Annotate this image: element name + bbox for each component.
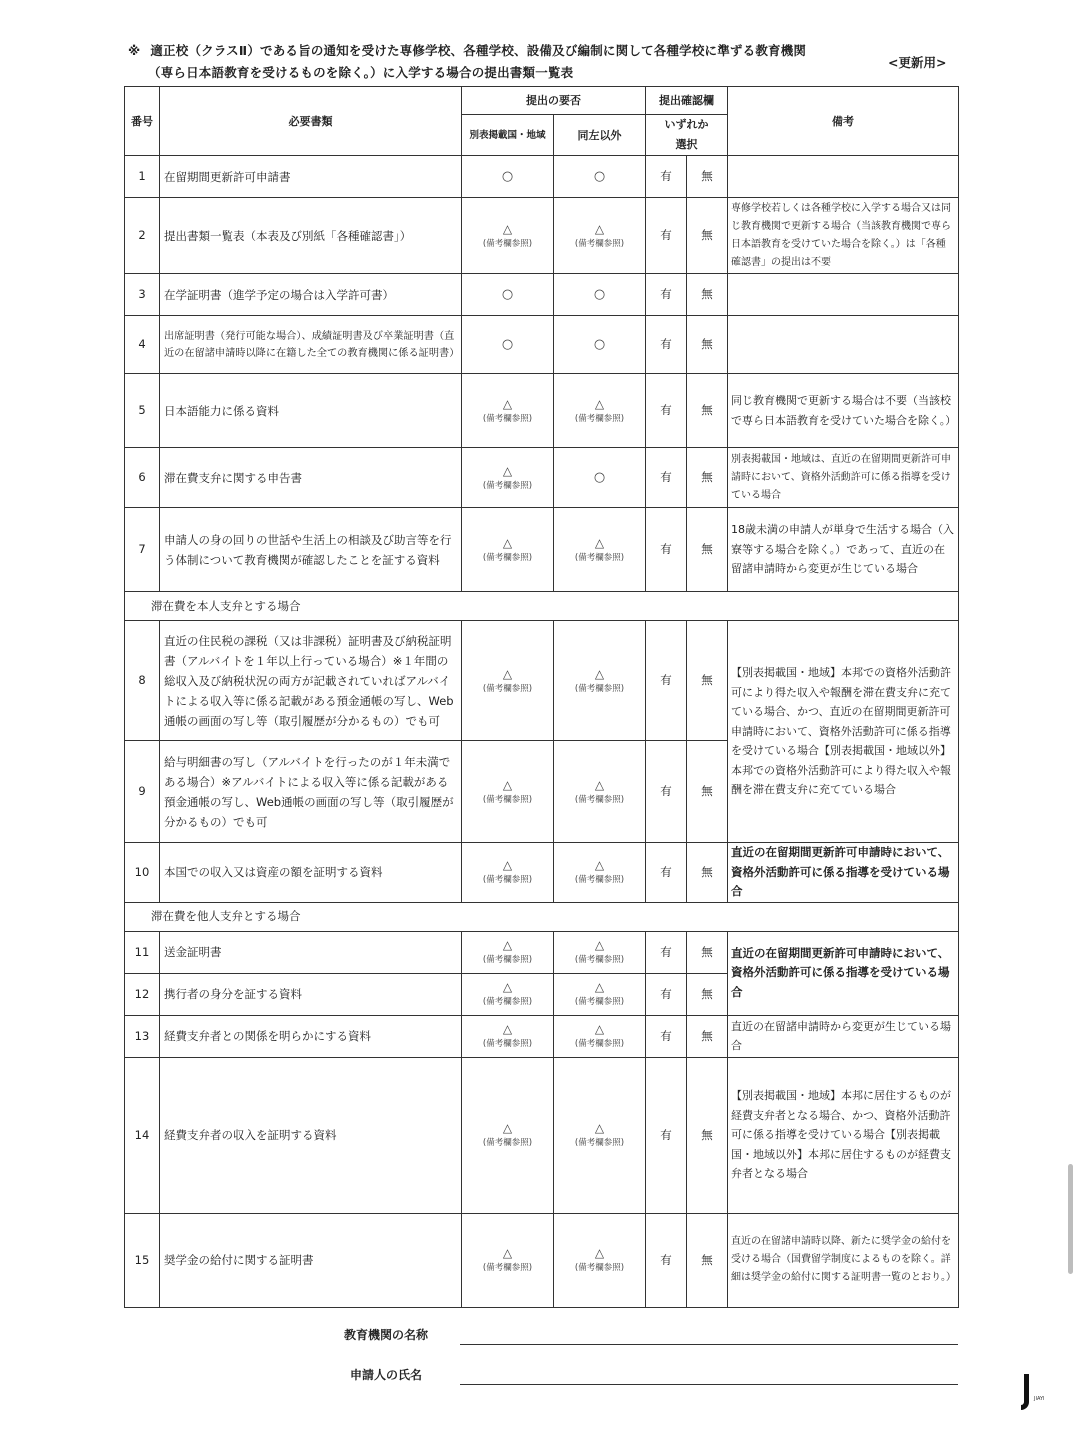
- yes-option[interactable]: 有: [646, 508, 687, 592]
- no-option[interactable]: 無: [687, 374, 728, 448]
- triangle-mark: △: [502, 666, 513, 681]
- row-number: 13: [125, 1015, 160, 1057]
- yes-option[interactable]: 有: [646, 274, 687, 316]
- institution-name-label: 教育機関の名称: [344, 1328, 429, 1342]
- col-header-other: 同左以外: [554, 115, 646, 156]
- requirement-cell: [554, 508, 646, 592]
- see-remarks-note: (備考欄参照): [574, 683, 625, 694]
- document-name: 日本語能力に係る資料: [160, 374, 462, 448]
- remark-cell: 直近の在留諸申請時から変更が生じている場合: [728, 1015, 959, 1057]
- triangle-mark: △: [594, 1246, 605, 1260]
- requirement-cell: [554, 1015, 646, 1057]
- remark-cell: 直近の在留期間更新許可申請時において、資格外活動許可に係る指導を受けている場合: [728, 843, 959, 903]
- document-name: 携行者の身分を証する資料: [160, 973, 462, 1015]
- col-header-remarks: 備考: [728, 87, 959, 156]
- triangle-mark: △: [594, 396, 605, 411]
- no-option[interactable]: 無: [687, 448, 728, 508]
- triangle-mark: △: [502, 938, 513, 952]
- document-list-table: [124, 86, 959, 1308]
- document-name: 提出書類一覧表（本表及び別紙「各種確認書」）: [160, 198, 462, 274]
- applicant-name-field[interactable]: [460, 1384, 958, 1385]
- triangle-mark: △: [502, 777, 513, 792]
- row-number: 5: [125, 374, 160, 448]
- yes-option[interactable]: 有: [646, 843, 687, 903]
- triangle-mark: △: [502, 980, 513, 994]
- see-remarks-note: (備考欄参照): [482, 1039, 533, 1049]
- remark-cell: 別表掲載国・地域は、直近の在留期間更新許可申請時において、資格外活動許可に係る指導を受けている場合: [728, 448, 959, 508]
- requirement-cell: [554, 374, 646, 448]
- triangle-mark: △: [594, 980, 605, 994]
- see-remarks-note: (備考欄参照): [482, 794, 533, 805]
- brand-logo: [1016, 1374, 1045, 1414]
- see-remarks-note: (備考欄参照): [482, 997, 533, 1007]
- no-option[interactable]: 無: [687, 198, 728, 274]
- circle-mark: ○: [593, 470, 606, 485]
- remark-cell: [728, 274, 959, 316]
- triangle-mark: △: [502, 463, 513, 478]
- table-row: [125, 1057, 959, 1213]
- requirement-cell: [554, 741, 646, 843]
- circle-mark: ○: [501, 287, 514, 302]
- section-label: 滞在費を他人支弁とする場合: [125, 902, 959, 931]
- logo-text: JIAYI: [1034, 1396, 1045, 1402]
- requirement-cell: [462, 374, 554, 448]
- see-remarks-note: (備考欄参照): [482, 875, 533, 886]
- remark-cell: 直近の在留期間更新許可申請時において、資格外活動許可に係る指導を受けている場合: [728, 931, 959, 1015]
- remark-cell: [728, 316, 959, 374]
- remark-cell: 直近の在留諸申請時以降、新たに奨学金の給付を受ける場合（国費留学制度によるものを除く。詳細は奨学金の給付に関する証明書一覧のとおり。）: [728, 1213, 959, 1307]
- document-name: 直近の住民税の課税（又は非課税）証明書及び納税証明書（アルバイトを１年以上行っている場合）※１年間の総収入及び納税状況の両方が記載されていればアルバイトによる収入等に係る記載がある預金通帳の写し、Web通帳の画面の写し等（取引履歴が分かるもの）でも可: [160, 621, 462, 741]
- document-title: [128, 40, 806, 84]
- requirement-cell: [554, 973, 646, 1015]
- document-name: 奨学金の給付に関する証明書: [160, 1213, 462, 1307]
- no-option[interactable]: 無: [687, 843, 728, 903]
- requirement-cell: [462, 621, 554, 741]
- no-option[interactable]: 無: [687, 316, 728, 374]
- requirement-cell: [554, 931, 646, 973]
- yes-option[interactable]: 有: [646, 931, 687, 973]
- yes-option[interactable]: 有: [646, 316, 687, 374]
- document-name: 在学証明書（進学予定の場合は入学許可書）: [160, 274, 462, 316]
- table-row: [125, 621, 959, 741]
- requirement-cell: [462, 448, 554, 508]
- document-name: 申請人の身の回りの世話や生活上の相談及び助言等を行う体制について教育機関が確認したことを証する資料: [160, 508, 462, 592]
- requirement-cell: [462, 1213, 554, 1307]
- circle-mark: ○: [593, 337, 606, 352]
- row-number: 2: [125, 198, 160, 274]
- remark-cell: 同じ教育機関で更新する場合は不要（当該校で専ら日本語教育を受けていた場合を除く。）: [728, 374, 959, 448]
- circle-mark: ○: [593, 287, 606, 302]
- document-name: 経費支弁者の収入を証明する資料: [160, 1057, 462, 1213]
- section-row-self-pay: [125, 592, 959, 621]
- triangle-mark: △: [594, 535, 605, 550]
- table-row: [125, 1015, 959, 1057]
- triangle-mark: △: [594, 938, 605, 952]
- row-number: 10: [125, 843, 160, 903]
- row-number: 11: [125, 931, 160, 973]
- col-header-listed: 別表掲載国・地域: [462, 115, 554, 156]
- document-name: 給与明細書の写し（アルバイトを行ったのが１年未満である場合）※アルバイトによる収入等に係る記載がある預金通帳の写し、Web通帳の画面の写し等（取引履歴が分かるもの）でも可: [160, 741, 462, 843]
- yes-option[interactable]: 有: [646, 156, 687, 198]
- triangle-mark: △: [502, 396, 513, 411]
- requirement-cell: [462, 973, 554, 1015]
- document-name: 出席証明書（発行可能な場合）、成績証明書及び卒業証明書（直近の在留諸申請時以降に在籍した全ての教育機関に係る証明書）: [160, 316, 462, 374]
- applicant-name-label: 申請人の氏名: [350, 1368, 423, 1382]
- row-number: 14: [125, 1057, 160, 1213]
- table-row: [125, 448, 959, 508]
- triangle-mark: △: [594, 666, 605, 681]
- circle-mark: ○: [501, 169, 514, 184]
- requirement-cell: [554, 1213, 646, 1307]
- row-number: 7: [125, 508, 160, 592]
- row-number: 1: [125, 156, 160, 198]
- see-remarks-note: (備考欄参照): [574, 1263, 625, 1273]
- document-name: 在留期間更新許可申請書: [160, 156, 462, 198]
- no-option[interactable]: 無: [687, 1015, 728, 1057]
- title-line-2: （専ら日本語教育を受けるものを除く。）に入学する場合の提出書類一覧表: [148, 65, 574, 80]
- remark-cell: 【別表掲載国・地域】本邦での資格外活動許可により得た収入や報酬を滞在費支弁に充てている場合、かつ、直近の在留期間更新許可申請時において、資格外活動許可に係る指導を受けている場合【別表掲載国・地域以外】本邦での資格外活動許可により得た収入や報酬を滞在費支弁に充てている場合: [728, 621, 959, 843]
- section-label: 滞在費を本人支弁とする場合: [125, 592, 959, 621]
- requirement-cell: [462, 1057, 554, 1213]
- see-remarks-note: (備考欄参照): [482, 480, 533, 491]
- see-remarks-note: (備考欄参照): [482, 413, 533, 424]
- see-remarks-note: (備考欄参照): [482, 1263, 533, 1273]
- institution-name-field[interactable]: [460, 1344, 958, 1345]
- triangle-mark: △: [502, 535, 513, 550]
- requirement-cell: [462, 843, 554, 903]
- see-remarks-note: (備考欄参照): [482, 683, 533, 694]
- requirement-cell: [554, 843, 646, 903]
- renewal-label: <更新用>: [888, 55, 947, 70]
- document-name: 本国での収入又は資産の額を証明する資料: [160, 843, 462, 903]
- section-row-other-pay: [125, 902, 959, 931]
- see-remarks-note: (備考欄参照): [574, 1138, 625, 1148]
- no-option[interactable]: 無: [687, 741, 728, 843]
- remark-cell: 【別表掲載国・地域】本邦に居住するものが経費支弁者となる場合、かつ、資格外活動許可に係る指導を受けている場合【別表掲載国・地域以外】本邦に居住するものが経費支弁者となる場合: [728, 1057, 959, 1213]
- requirement-cell: [462, 508, 554, 592]
- row-number: 4: [125, 316, 160, 374]
- table-row: [125, 374, 959, 448]
- document-name: 滞在費支弁に関する申告書: [160, 448, 462, 508]
- remark-cell: 専修学校若しくは各種学校に入学する場合又は同じ教育機関で更新する場合（当該教育機関で専ら日本語教育を受けていた場合を除く。）は「各種確認書」の提出は不要: [728, 198, 959, 274]
- table-row: [125, 316, 959, 374]
- note-mark: ※: [128, 43, 141, 58]
- col-header-requirement: 提出の要否: [462, 87, 646, 115]
- row-number: 3: [125, 274, 160, 316]
- col-header-check: 提出確認欄: [646, 87, 728, 115]
- see-remarks-note: (備考欄参照): [574, 794, 625, 805]
- yes-option[interactable]: 有: [646, 374, 687, 448]
- row-number: 9: [125, 741, 160, 843]
- table-row: [125, 198, 959, 274]
- see-remarks-note: (備考欄参照): [482, 238, 533, 249]
- triangle-mark: △: [502, 858, 513, 873]
- circle-mark: ○: [501, 337, 514, 352]
- col-header-either: [646, 115, 728, 156]
- yes-option[interactable]: 有: [646, 198, 687, 274]
- yes-option[interactable]: 有: [646, 1057, 687, 1213]
- table-row: [125, 931, 959, 973]
- triangle-mark: △: [594, 221, 605, 236]
- yes-option[interactable]: 有: [646, 1015, 687, 1057]
- yes-option[interactable]: 有: [646, 741, 687, 843]
- remark-cell: [728, 156, 959, 198]
- no-option[interactable]: 無: [687, 508, 728, 592]
- triangle-mark: △: [594, 1121, 605, 1135]
- triangle-mark: △: [502, 1022, 513, 1036]
- row-number: 8: [125, 621, 160, 741]
- see-remarks-note: (備考欄参照): [482, 552, 533, 563]
- no-option[interactable]: 無: [687, 931, 728, 973]
- table-row: [125, 274, 959, 316]
- col-header-document: 必要書類: [160, 87, 462, 156]
- table-row: [125, 156, 959, 198]
- either-label-2: 選択: [675, 138, 698, 151]
- requirement-cell: [554, 198, 646, 274]
- requirement-cell: [554, 621, 646, 741]
- triangle-mark: △: [502, 1121, 513, 1135]
- table-row: [125, 508, 959, 592]
- requirement-cell: [554, 1057, 646, 1213]
- title-line-1: 適正校（クラスⅡ）である旨の通知を受けた専修学校、各種学校、設備及び編制に関して各種学校に準ずる教育機関: [150, 43, 807, 58]
- requirement-cell: [462, 1015, 554, 1057]
- no-option[interactable]: 無: [687, 973, 728, 1015]
- document-name: 送金証明書: [160, 931, 462, 973]
- table-row: [125, 843, 959, 903]
- no-option[interactable]: 無: [687, 621, 728, 741]
- see-remarks-note: (備考欄参照): [574, 955, 625, 965]
- no-option[interactable]: 無: [687, 156, 728, 198]
- document-name: 経費支弁者との関係を明らかにする資料: [160, 1015, 462, 1057]
- see-remarks-note: (備考欄参照): [574, 238, 625, 249]
- triangle-mark: △: [502, 1246, 513, 1260]
- requirement-cell: [462, 931, 554, 973]
- scrollbar-thumb[interactable]: [1068, 1164, 1073, 1274]
- see-remarks-note: (備考欄参照): [574, 413, 625, 424]
- requirement-cell: [462, 741, 554, 843]
- no-option[interactable]: 無: [687, 1057, 728, 1213]
- triangle-mark: △: [502, 221, 513, 236]
- remark-cell: 18歳未満の申請人が単身で生活する場合（入寮等する場合を除く。）であって、直近の在留諸申請時から変更が生じている場合: [728, 508, 959, 592]
- triangle-mark: △: [594, 858, 605, 873]
- yes-option[interactable]: 有: [646, 1213, 687, 1307]
- see-remarks-note: (備考欄参照): [482, 955, 533, 965]
- triangle-mark: △: [594, 1022, 605, 1036]
- logo-j-shape: [1021, 1374, 1029, 1410]
- requirement-cell: [462, 198, 554, 274]
- see-remarks-note: (備考欄参照): [574, 875, 625, 886]
- row-number: 15: [125, 1213, 160, 1307]
- col-header-no: 番号: [125, 87, 160, 156]
- see-remarks-note: (備考欄参照): [574, 997, 625, 1007]
- row-number: 12: [125, 973, 160, 1015]
- see-remarks-note: (備考欄参照): [574, 552, 625, 563]
- yes-option[interactable]: 有: [646, 448, 687, 508]
- table-row: [125, 1213, 959, 1307]
- see-remarks-note: (備考欄参照): [574, 1039, 625, 1049]
- no-option[interactable]: 無: [687, 1213, 728, 1307]
- no-option[interactable]: 無: [687, 274, 728, 316]
- circle-mark: ○: [593, 169, 606, 184]
- row-number: 6: [125, 448, 160, 508]
- yes-option[interactable]: 有: [646, 621, 687, 741]
- triangle-mark: △: [594, 777, 605, 792]
- yes-option[interactable]: 有: [646, 973, 687, 1015]
- either-label-1: いずれか: [664, 118, 709, 131]
- table-header-row: [125, 87, 959, 115]
- see-remarks-note: (備考欄参照): [482, 1138, 533, 1148]
